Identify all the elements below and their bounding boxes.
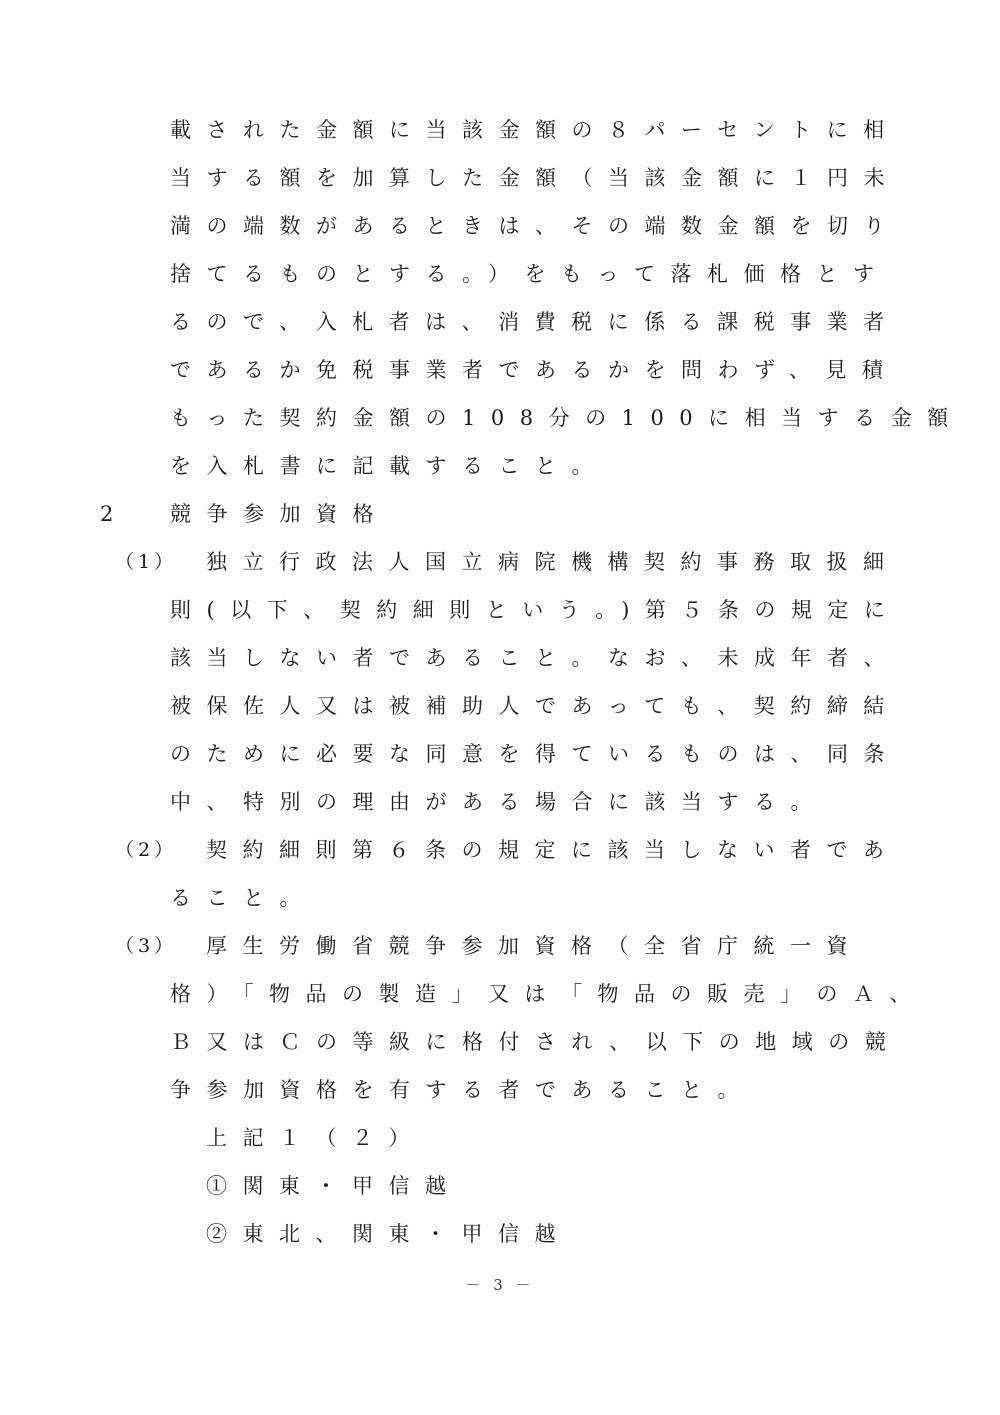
text-line: であるか免税事業者であるかを問わず、見積 bbox=[170, 358, 899, 382]
list-item: ②東北、関東・甲信越 bbox=[206, 1222, 571, 1246]
text-line: 独立行政法人国立病院機構契約事務取扱細 bbox=[206, 550, 900, 574]
text-line: 上記１（２） bbox=[206, 1126, 425, 1150]
text-line: のために必要な同意を得ているものは、同条 bbox=[170, 742, 900, 766]
text-line: 被保佐人又は被補助人であっても、契約締結 bbox=[170, 694, 900, 718]
text-line: るので、入札者は、消費税に係る課税事業者 bbox=[170, 310, 900, 334]
text-line: 載された金額に当該金額の８パーセントに相 bbox=[170, 118, 900, 142]
section-heading: 競争参加資格 bbox=[170, 502, 389, 526]
text-line: 捨てるものとする。）をもって落札価格とす bbox=[170, 262, 890, 286]
section-number: 2 bbox=[100, 502, 129, 526]
text-line: 満の端数があるときは、その端数金額を切り bbox=[170, 214, 900, 238]
text-line: 当する額を加算した金額（当該金額に１円未 bbox=[170, 166, 900, 190]
text-line: 中、特別の理由がある場合に該当する。 bbox=[170, 790, 827, 814]
item-label: （2） bbox=[115, 839, 178, 861]
text-line: 争参加資格を有する者であること。 bbox=[170, 1078, 754, 1102]
text-line: 則(以下、契約細則という。)第５条の規定に bbox=[170, 598, 901, 622]
text-line: 格）「物品の製造」又は「物品の販売」のＡ、 bbox=[170, 982, 926, 1006]
text-line: もった契約金額の108分の100に相当する金額 bbox=[170, 406, 964, 430]
text-line: 契約細則第６条の規定に該当しない者であ bbox=[206, 838, 900, 862]
list-item: ①関東・甲信越 bbox=[206, 1174, 462, 1198]
text-line: Ｂ又はＣの等級に格付され、以下の地域の競 bbox=[170, 1030, 902, 1054]
page-number: － 3 － bbox=[465, 1276, 535, 1294]
text-line: 該当しない者であること。なお、未成年者、 bbox=[170, 646, 900, 670]
item-label: （3） bbox=[115, 935, 178, 957]
item-label: （1） bbox=[115, 551, 178, 573]
text-line: を入札書に記載すること。 bbox=[170, 454, 608, 478]
text-line: ること。 bbox=[170, 886, 316, 910]
text-line: 厚生労働省競争参加資格（全省庁統一資 bbox=[206, 934, 863, 958]
